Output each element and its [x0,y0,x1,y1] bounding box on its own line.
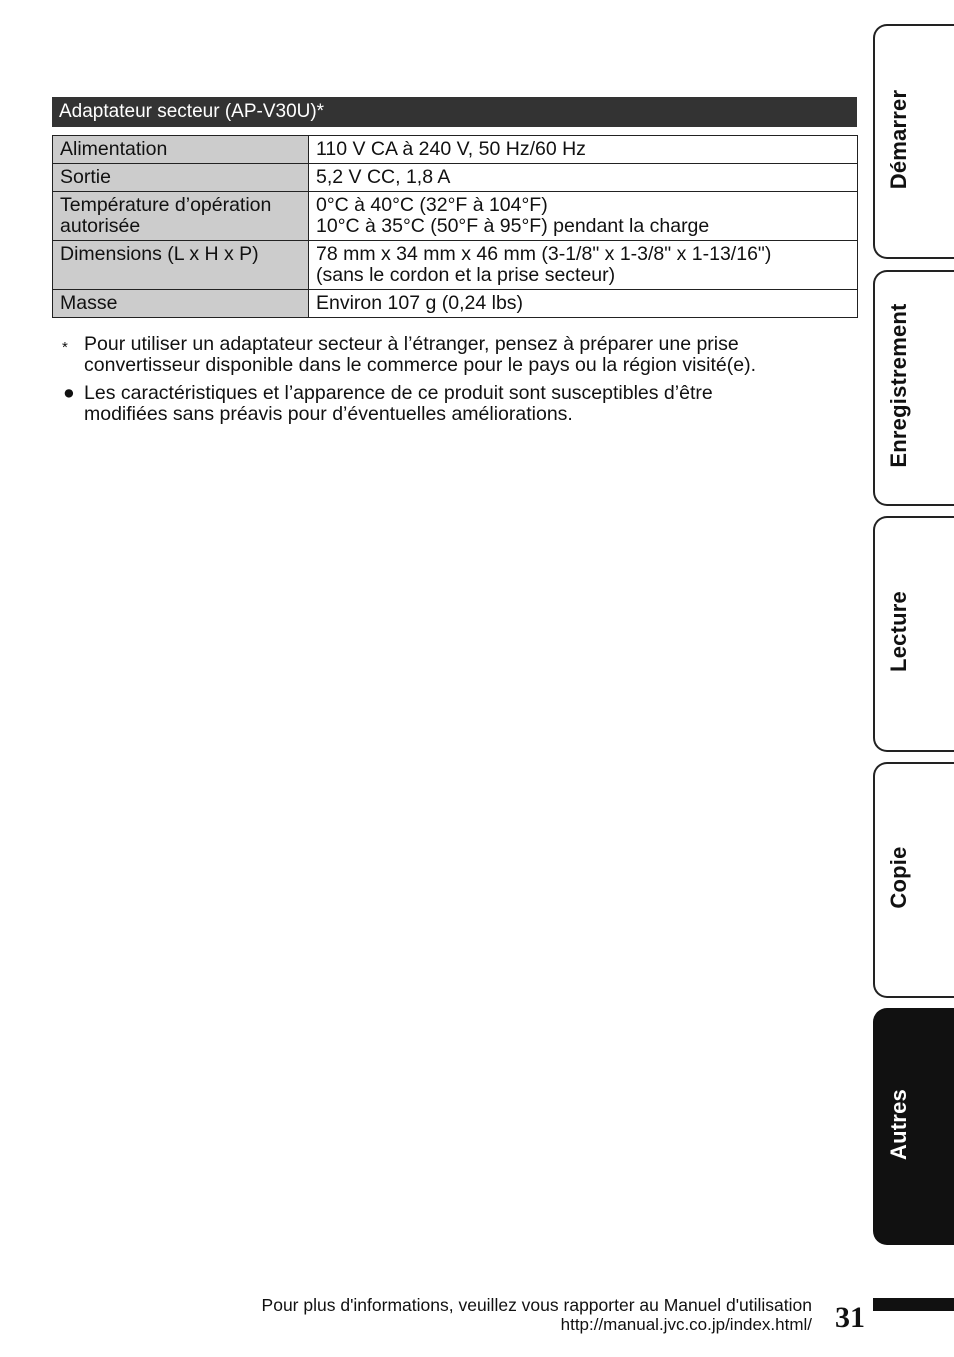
spec-label: Dimensions (L x H x P) [53,241,309,290]
table-row [53,164,858,192]
footer-line: Pour plus d'informations, veuillez vous rapporter au Manuel d'utilisation [261,1295,812,1315]
table-row [53,241,858,290]
section-header [52,97,857,127]
footer-url-link[interactable]: http://manual.jvc.co.jp/index.html/ [560,1315,812,1334]
tab-label: Autres [886,1088,911,1160]
bullet-icon: ● [63,382,75,404]
spec-value: Environ 107 g (0,24 lbs) [309,290,858,318]
asterisk-mark: * [62,339,68,356]
tab-label: Enregistrement [886,303,911,468]
spec-value: 110 V CA à 240 V, 50 Hz/60 Hz [309,136,858,164]
spec-label: Sortie [53,164,309,192]
page-bar [873,1298,954,1311]
specs-table [52,135,858,318]
bullet-text: Les caractéristiques et l’apparence de ce produit sont susceptibles d’être modifiées sans préavis pour d’éventuelles améliorations. [84,382,713,425]
tab-copie[interactable] [873,762,954,998]
spec-label: Alimentation [53,136,309,164]
section-title: Adaptateur secteur (AP-V30U)* [59,101,325,122]
spec-value: 5,2 V CC, 1,8 A [309,164,858,192]
tab-label: Démarrer [886,89,911,189]
tab-lecture[interactable] [873,516,954,752]
tab-label: Lecture [886,591,911,672]
tab-label: Copie [886,846,911,909]
table-row [53,136,858,164]
tab-enregistrement[interactable] [873,270,954,506]
footnote [62,334,852,376]
bullet-note [62,383,852,425]
page-number: 31 [835,1301,865,1334]
spec-value: 0°C à 40°C (32°F à 104°F) 10°C à 35°C (50°F à 95°F) pendant la charge [309,192,858,241]
spec-label: Masse [53,290,309,318]
tab-autres[interactable] [873,1008,954,1245]
table-row [53,192,858,241]
spec-value: 78 mm x 34 mm x 46 mm (3-1/8" x 1-3/8" x 1-13/16") (sans le cordon et la prise secteur) [309,241,858,290]
spec-label: Température d’opération autorisée [53,192,309,241]
tab-demarrer[interactable] [873,24,954,259]
table-row [53,290,858,318]
footer-text [262,1295,812,1335]
footnote-text: Pour utiliser un adaptateur secteur à l’étranger, pensez à préparer une prise convertisseur disponible dans le commerce pour le pays ou la région visité(e). [84,333,756,376]
